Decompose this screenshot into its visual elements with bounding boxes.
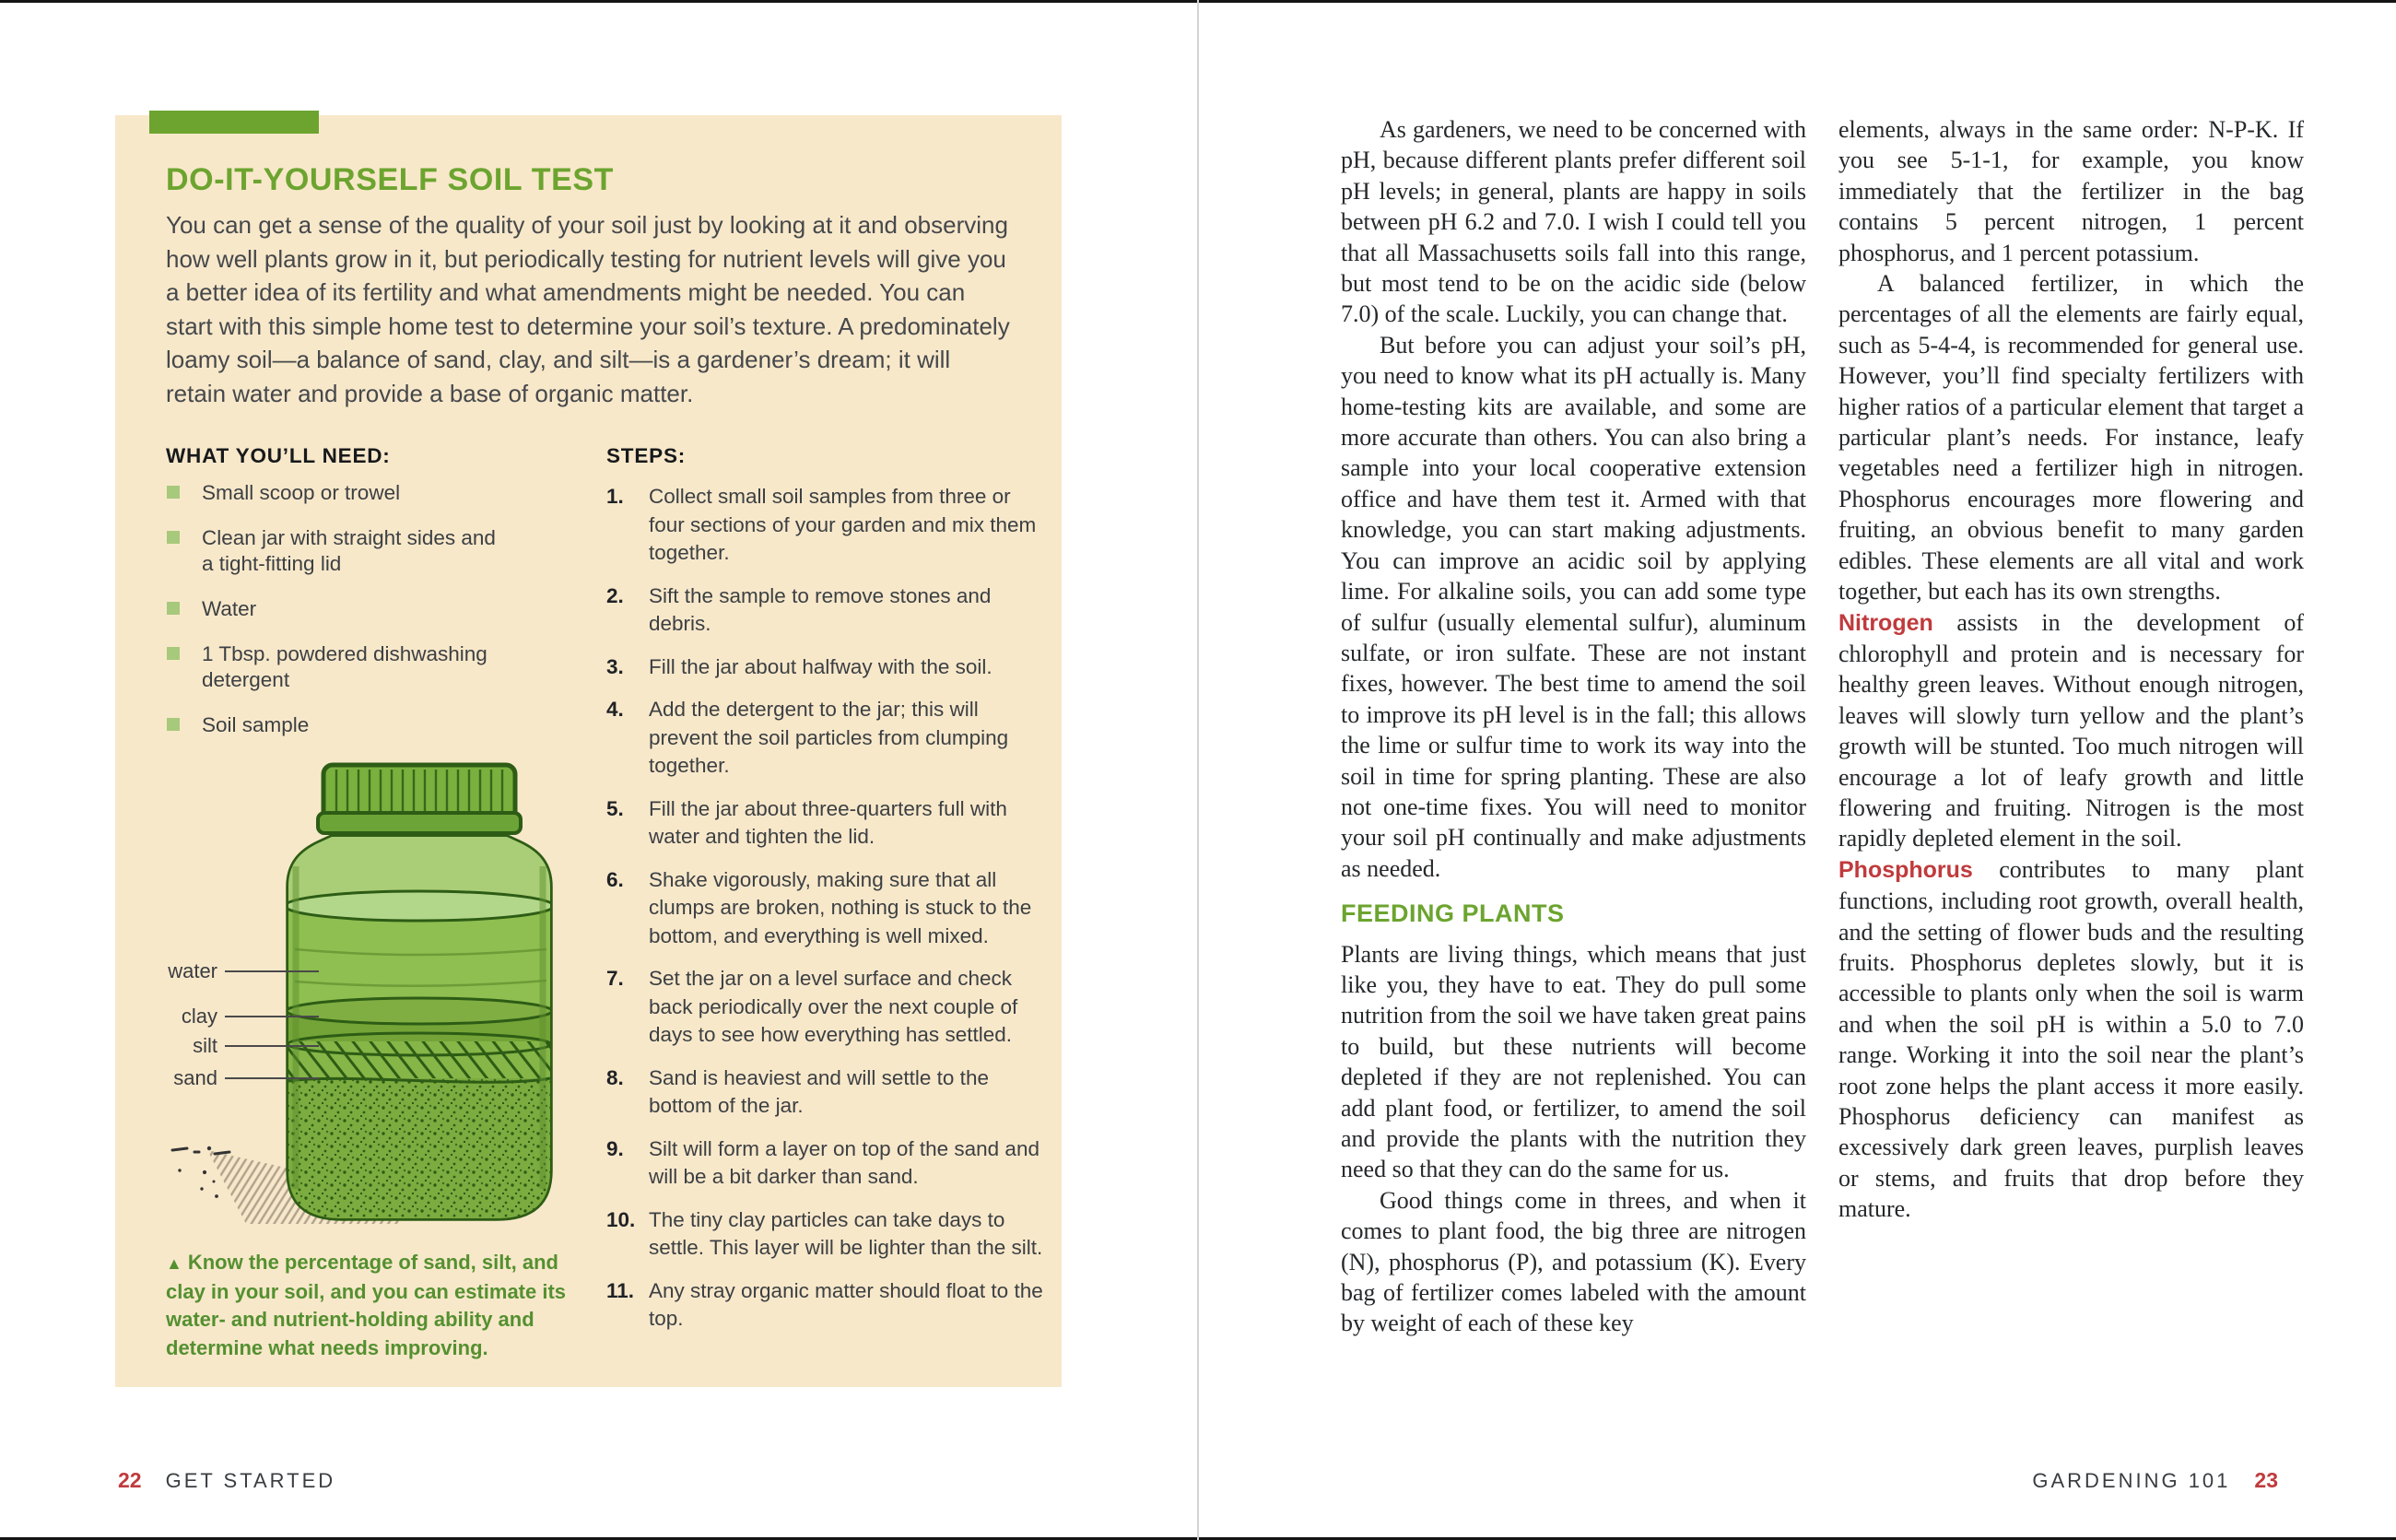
body-paragraph: A balanced fertilizer, in which the percentages of all the elements are fairly equal, such as 5-4-4, is recommended for general use. However, you’ll find specialty fertilizers with higher ratios of a particular element that target a particular plant’s needs. For instance, leafy vegetables need a fertilizer high in nitrogen. Phosphorus encourages more flowering and fruiting, an obvious benefit to many garden edibles. These elements are all vital and work together, but each has its own strengths. [1838, 270, 2304, 605]
body-paragraph: Plants are living things, which means that just like you, they have to eat. They do pull some nutrition from the soil we have taken great pains to build, but these nutrients will become depleted if they are not replenished. You can add plant food, or fertilizer, to amend the soil and provide the plants with the nutrition they need so that they can do the same for us. [1341, 940, 1806, 1183]
steps-heading: STEPS: [606, 444, 687, 467]
needs-list [166, 480, 499, 758]
steps-list [606, 483, 1043, 1348]
body-paragraph: Good things come in threes, and when it comes to plant food, the big three are nitrogen (N), phosphorus (P), and potassium (K). Every bag of fertilizer comes labeled with the amount by weight of each of these key [1341, 1186, 1806, 1337]
nutrient-paragraph [1838, 607, 2304, 854]
page-gutter-divider [1197, 0, 1199, 1540]
footer-left [118, 1468, 335, 1493]
list-item [166, 596, 499, 622]
step-item: Any stray organic matter should float to the top. [649, 1278, 1043, 1330]
step-item: Shake vigorously, making sure that all clumps are broken, nothing is stuck to the bottom, and everything is well mixed. [649, 867, 1032, 947]
list-item-label: 1 Tbsp. powdered dishwashing detergent [202, 642, 487, 691]
bullet-square-icon [167, 531, 180, 544]
bullet-square-icon [167, 718, 180, 731]
nutrient-paragraph [1838, 854, 2304, 1225]
jar-label: water [168, 959, 217, 982]
section-heading: FEEDING PLANTS [1341, 899, 1565, 928]
label-line [225, 1045, 319, 1047]
figure-caption-text: Know the percentage of sand, silt, and clay in your soil, and you can estimate its water- and nutrient-holding ability and determine what needs improving. [166, 1251, 567, 1359]
step-item: Fill the jar about halfway with the soil. [649, 654, 992, 678]
footer-section-label: GET STARTED [165, 1469, 336, 1492]
list-item-label: Clean jar with straight sides and a tight-fitting lid [202, 526, 496, 575]
page-title: DO-IT-YOURSELF SOIL TEST [166, 162, 615, 197]
step-item: Collect small soil samples from three or four sections of your garden and mix them together. [649, 485, 1037, 564]
needs-heading: WHAT YOU’LL NEED: [166, 444, 391, 467]
list-item [166, 641, 499, 693]
body-column-1 [1341, 114, 1806, 1339]
list-item [166, 480, 499, 506]
step-item: Silt will form a layer on top of the sand and will be a bit darker than sand. [649, 1136, 1039, 1188]
footer-right [2032, 1468, 2278, 1493]
label-line [225, 970, 319, 972]
label-line [225, 1077, 319, 1079]
body-paragraph: But before you can adjust your soil’s pH, you need to know what its pH actually is. Many home-testing kits are available, and some are more accurate than others. You can also bring a sample into your local cooperative extension office and have them test it. Armed with that knowledge, you can start making adjustments. You can improve an acidic soil by applying lime. For alkaline soils, you can add some type of sulfur (usually elemental sulfur), aluminum sulfate, or iron sulfate. These are not instant fixes, however. The best time to amend the soil to improve its pH level is in the fall; this allows the lime or sulfur time to work its way into the soil in time for spring planting. These are also not one-time fixes. You will need to monitor your soil pH continually and make adjustments as needed. [1341, 331, 1806, 882]
body-paragraph: elements, always in the same order: N-P-K. If you see 5-1-1, for example, you know immediately that the fertilizer in the bag contains 5 percent nitrogen, 1 percent phosphorus, and 1 percent potassium. [1838, 116, 2304, 266]
step-item: Sift the sample to remove stones and debris. [649, 583, 992, 635]
nutrient-lead: Phosphorus [1838, 856, 1973, 883]
caption-triangle-icon: ▲ [166, 1254, 182, 1273]
intro-paragraph: You can get a sense of the quality of your soil just by looking at it and observing how well plants grow in it, but periodically testing for nutrient levels will give you a better idea of its fertility and what amendments might be needed. You can start with this simple home test to determine your soil’s texture. A predominately loamy soil—a balance of sand, clay, and silt—is a gardener’s dream; it will retain water and provide a base of organic matter. [166, 211, 1010, 407]
bullet-square-icon [167, 486, 180, 499]
bullet-square-icon [167, 647, 180, 660]
nutrient-lead: Nitrogen [1838, 609, 1933, 636]
figure-caption [166, 1249, 579, 1362]
accent-bar [149, 111, 319, 134]
footer-section-label: GARDENING 101 [2032, 1469, 2231, 1492]
list-item [166, 712, 499, 738]
body-column-2 [1838, 114, 2304, 1225]
step-item: The tiny clay particles can take days to settle. This layer will be lighter than the silt. [649, 1207, 1043, 1259]
list-item [166, 525, 499, 577]
step-item: Sand is heaviest and will settle to the bottom of the jar. [649, 1065, 989, 1117]
label-line [225, 1016, 319, 1017]
list-item-label: Soil sample [202, 713, 310, 736]
step-item: Set the jar on a level surface and check back periodically over the next couple of days to see how everything has settled. [649, 967, 1018, 1046]
soil-jar-illustration [161, 756, 576, 1244]
page-number: 22 [118, 1468, 142, 1492]
bullet-square-icon [167, 602, 180, 615]
nutrient-text: assists in the development of chlorophyll and protein and is necessary for healthy green leaves. Without enough nitrogen, leaves will slowly turn yellow and the plant’s growth will be stunted. Too much nitrogen will encourage a lot of leafy growth and little flowering and fruiting. Nitrogen is the most rapidly depleted element in the soil. [1838, 608, 2304, 852]
jar-label: silt [193, 1034, 217, 1057]
nutrient-text: contributes to many plant functions, including root growth, overall health, and the setting of flower buds and the resulting fruits. Phosphorus depletes slowly, but it is accessible to plants only when the soil is warm and when the soil pH is within a 5.0 to 7.0 range. Working it into the soil near the plant’s root zone helps the plant access it more easily. Phosphorus deficiency can manifest as excessively dark green leaves, purplish leaves or stems, and fruits that drop before they mature. [1838, 855, 2304, 1223]
list-item-label: Water [202, 597, 257, 620]
step-item: Add the detergent to the jar; this will prevent the soil particles from clumping together. [649, 698, 1009, 777]
jar-label: clay [181, 1005, 217, 1028]
jar-label: sand [173, 1066, 217, 1089]
page-number: 23 [2254, 1468, 2278, 1492]
step-item: Fill the jar about three-quarters full with water and tighten the lid. [649, 796, 1007, 848]
list-item-label: Small scoop or trowel [202, 481, 401, 504]
body-paragraph: As gardeners, we need to be concerned with pH, because different plants prefer different soil pH levels; in general, plants are happy in soils between pH 6.2 and 7.0. I wish I could tell you that all Massachusetts soils fall into this range, but most tend to be on the acidic side (below 7.0) of the scale. Luckily, you can change that. [1341, 116, 1806, 328]
